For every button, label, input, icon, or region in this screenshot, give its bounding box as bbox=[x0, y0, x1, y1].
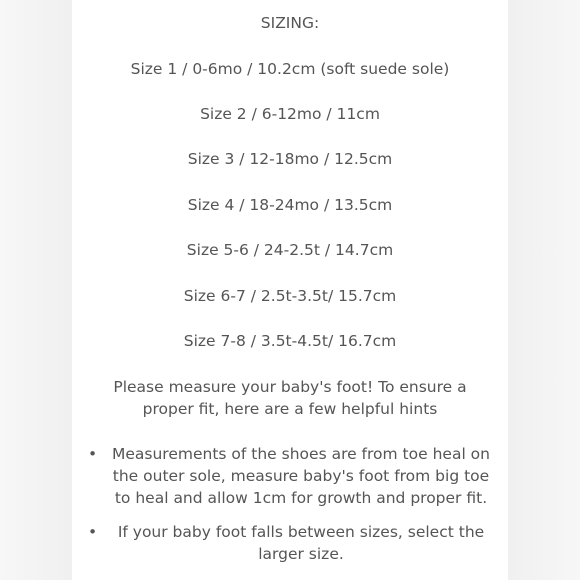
size-line-4: Size 4 / 18-24mo / 13.5cm bbox=[187, 196, 393, 214]
hint-between-sizes: If your baby foot falls between sizes, select the larger size. bbox=[117, 523, 485, 563]
left-margin bbox=[0, 0, 72, 580]
hint-measurements: Measurements of the shoes are from toe heal on the outer sole, measure baby's foot from big toe to heal and allow 1cm for growth and proper fit. bbox=[112, 445, 490, 507]
bullet-dot-1: • bbox=[88, 445, 98, 463]
bullet-dot-2: • bbox=[88, 523, 98, 541]
sizing-document bbox=[72, 0, 508, 580]
size-line-1: Size 1 / 0-6mo / 10.2cm (soft suede sole) bbox=[130, 60, 450, 78]
size-line-3: Size 3 / 12-18mo / 12.5cm bbox=[187, 150, 393, 168]
size-line-6: Size 6-7 / 2.5t-3.5t/ 15.7cm bbox=[183, 287, 397, 305]
intro-paragraph: Please measure your baby's foot! To ensure a proper fit, here are a few helpful hints bbox=[113, 378, 467, 418]
size-line-7: Size 7-8 / 3.5t-4.5t/ 16.7cm bbox=[183, 332, 397, 350]
right-margin bbox=[508, 0, 580, 580]
sizing-heading: SIZING: bbox=[260, 14, 320, 32]
size-line-5: Size 5-6 / 24-2.5t / 14.7cm bbox=[186, 241, 394, 259]
size-line-2: Size 2 / 6-12mo / 11cm bbox=[200, 105, 380, 123]
